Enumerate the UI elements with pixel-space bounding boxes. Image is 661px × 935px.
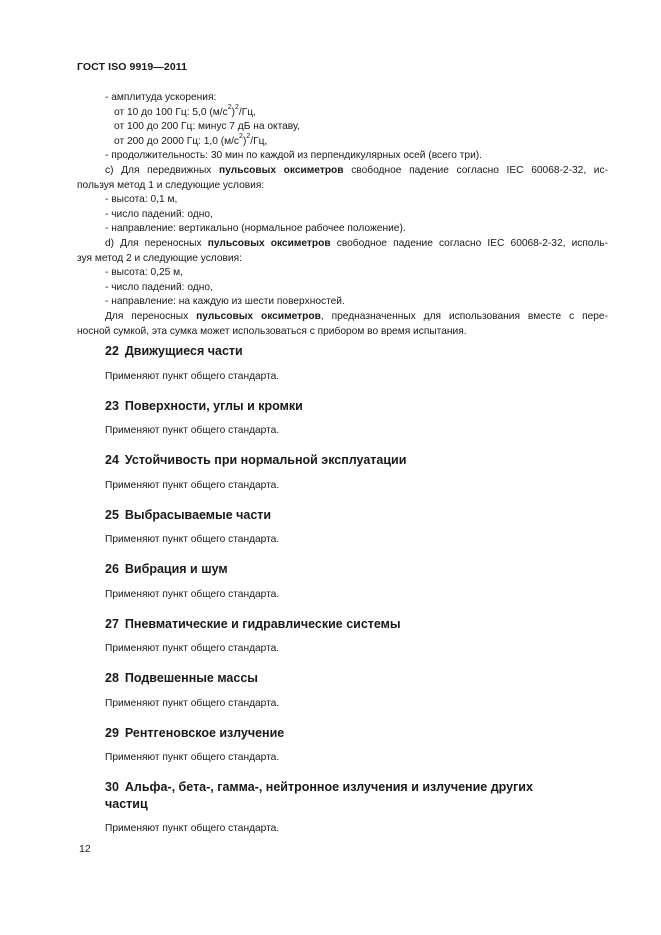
section-heading-22: 22 Движущиеся части xyxy=(105,344,243,358)
section-text-26: Применяют пункт общего стандарта. xyxy=(105,589,280,600)
body-line: носной сумкой, эта сумка может использоваться с прибором во время испытания. xyxy=(77,325,467,337)
test-conditions-block xyxy=(77,91,608,339)
body-line: - направление: вертикально (нормальное рабочее положение). xyxy=(105,223,406,235)
section-text-29: Применяют пункт общего стандарта. xyxy=(105,752,280,763)
section-text-24: Применяют пункт общего стандарта. xyxy=(105,480,280,491)
body-line: - высота: 0,1 м, xyxy=(105,194,178,206)
body-line: d) Для переносных пульсовых оксиметров свободное падение согласно IEC 60068-2-32, исполь- xyxy=(105,237,608,249)
section-heading-30: 30 Альфа-, бета-, гамма-, нейтронное излучения и излучение других частиц xyxy=(105,779,605,813)
body-line: зуя метод 2 и следующие условия: xyxy=(77,252,242,264)
section-text-28: Применяют пункт общего стандарта. xyxy=(105,698,280,709)
body-line: Для переносных пульсовых оксиметров, предназначенных для использования вместе с пере- xyxy=(105,310,608,322)
body-line: - число падений: одно, xyxy=(105,208,213,220)
section-text-27: Применяют пункт общего стандарта. xyxy=(105,643,280,654)
section-heading-23: 23 Поверхности, углы и кромки xyxy=(105,399,303,413)
section-heading-30-continued: частиц xyxy=(105,797,148,811)
body-line: от 200 до 2000 Гц: 1,0 $(м/с^2)^2/Гц$, xyxy=(114,133,268,147)
body-line: - число падений: одно, xyxy=(105,281,213,293)
section-heading-25: 25 Выбрасываемые части xyxy=(105,508,272,522)
document-header: ГОСТ ISO 9919—2011 xyxy=(77,61,188,73)
body-line: от 100 до 200 Гц: минус 7 дБ на октаву, xyxy=(114,121,300,133)
body-line: - высота: 0,25 м, xyxy=(105,267,183,279)
section-heading-26: 26 Вибрация и шум xyxy=(105,562,228,576)
page-number: 12 xyxy=(79,843,91,855)
body-line: - продолжительность: 30 мин по каждой из перпендикулярных осей (всего три). xyxy=(105,150,483,162)
section-heading-29: 29 Рентгеновское излучение xyxy=(105,726,285,740)
section-text-30: Применяют пункт общего стандарта. xyxy=(105,823,280,834)
section-heading-24: 24 Устойчивость при нормальной эксплуатации xyxy=(105,453,407,467)
body-line: от 10 до 100 Гц: 5,0 $(м/с^2)^2/Гц$, xyxy=(114,104,256,118)
section-text-25: Применяют пункт общего стандарта. xyxy=(105,534,280,545)
section-heading-28: 28 Подвешенные массы xyxy=(105,671,258,685)
body-line: - амплитуда ускорения: xyxy=(105,92,217,103)
section-text-22: Применяют пункт общего стандарта. xyxy=(105,371,280,382)
section-text-23: Применяют пункт общего стандарта. xyxy=(105,425,280,436)
section-heading-27: 27 Пневматические и гидравлические системы xyxy=(105,617,401,631)
body-line: - направление: на каждую из шести поверхностей. xyxy=(105,296,345,308)
body-line: c) Для передвижных пульсовых оксиметров свободное падение согласно IEC 60068-2-32, ис- xyxy=(105,164,608,176)
body-line: пользуя метод 1 и следующие условия: xyxy=(77,179,265,191)
